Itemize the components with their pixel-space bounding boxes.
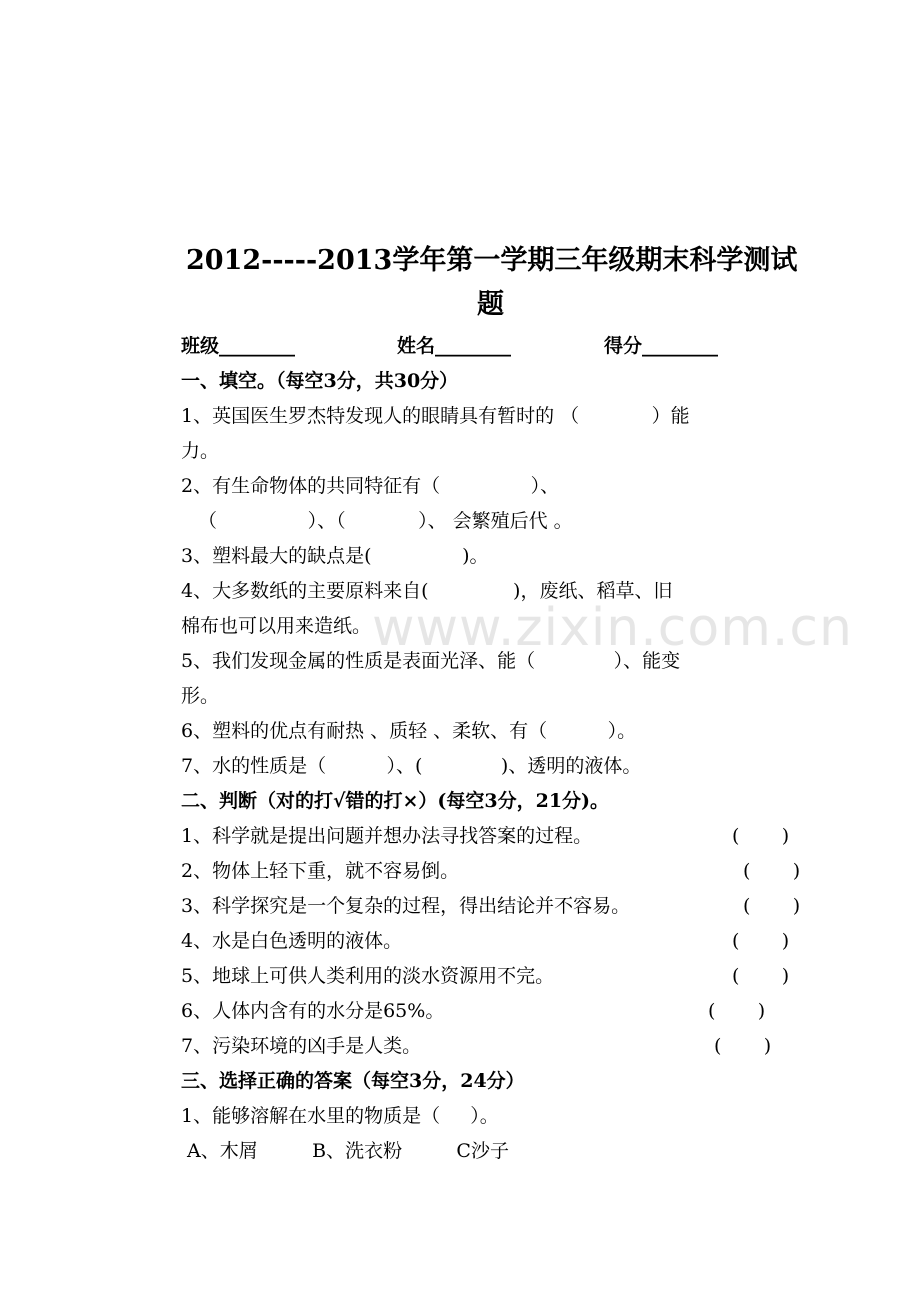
question-text: （ ）、（ ）、 会繁殖后代 。 (198, 510, 573, 532)
answer-bracket: ( ) (732, 965, 790, 987)
judgment-item: 4、水是白色透明的液体。 (181, 930, 403, 952)
class-field-label: 班级________ (181, 335, 296, 357)
question-text: 3、塑料最大的缺点是( )。 (181, 545, 489, 567)
exam-title: 2012-----2013学年第一学期三年级期末科学测试 (186, 245, 798, 276)
section3-heading: 三、选择正确的答案（每空3分，24分） (181, 1070, 525, 1092)
score-field-label: 得分________ (604, 335, 719, 357)
judgment-item: 7、污染环境的凶手是人类。 (181, 1035, 422, 1057)
answer-bracket: ( ) (732, 930, 790, 952)
exam-title-continued: 题 (477, 289, 504, 320)
answer-bracket: ( ) (743, 860, 801, 882)
question-text: 6、塑料的优点有耐热 、质轻 、柔软、有（ ）。 (181, 720, 637, 742)
answer-bracket: ( ) (708, 1000, 766, 1022)
judgment-item: 2、物体上轻下重，就不容易倒。 (181, 860, 460, 882)
watermark: www.zixin.com.cn (372, 598, 853, 658)
judgment-item: 5、地球上可供人类利用的淡水资源用不完。 (181, 965, 555, 987)
section1-heading: 一、填空。（每空3分，共30分） (181, 370, 459, 392)
name-field-label: 姓名________ (397, 335, 512, 357)
question-text: 形。 (181, 685, 220, 707)
judgment-item: 3、科学探究是一个复杂的过程，得出结论并不容易。 (181, 895, 631, 917)
answer-bracket: ( ) (732, 825, 790, 847)
answer-bracket: ( ) (743, 895, 801, 917)
question-text: 1、英国医生罗杰特发现人的眼睛具有暂时的 （ ）能 (181, 405, 690, 427)
judgment-item: 1、科学就是提出问题并想办法寻找答案的过程。 (181, 825, 593, 847)
choice-options: A、木屑 B、洗衣粉 C沙子 (181, 1140, 509, 1162)
question-text: 力。 (181, 440, 220, 462)
question-text: 7、水的性质是（ ）、( )、透明的液体。 (181, 755, 642, 777)
question-text: 2、有生命物体的共同特征有（ ）、 (181, 475, 560, 497)
question-text: 4、大多数纸的主要原料来自( )，废纸、稻草、旧 (181, 580, 673, 602)
answer-bracket: ( ) (714, 1035, 772, 1057)
judgment-item: 6、人体内含有的水分是65%。 (181, 1000, 445, 1022)
section2-heading: 二、判断（对的打√错的打×）(每空3分，21分)。 (181, 790, 610, 812)
question-text: 5、我们发现金属的性质是表面光泽、能（ ）、能变 (181, 650, 681, 672)
choice-question: 1、能够溶解在水里的物质是（ ）。 (181, 1105, 499, 1127)
question-text: 棉布也可以用来造纸。 (181, 615, 372, 637)
